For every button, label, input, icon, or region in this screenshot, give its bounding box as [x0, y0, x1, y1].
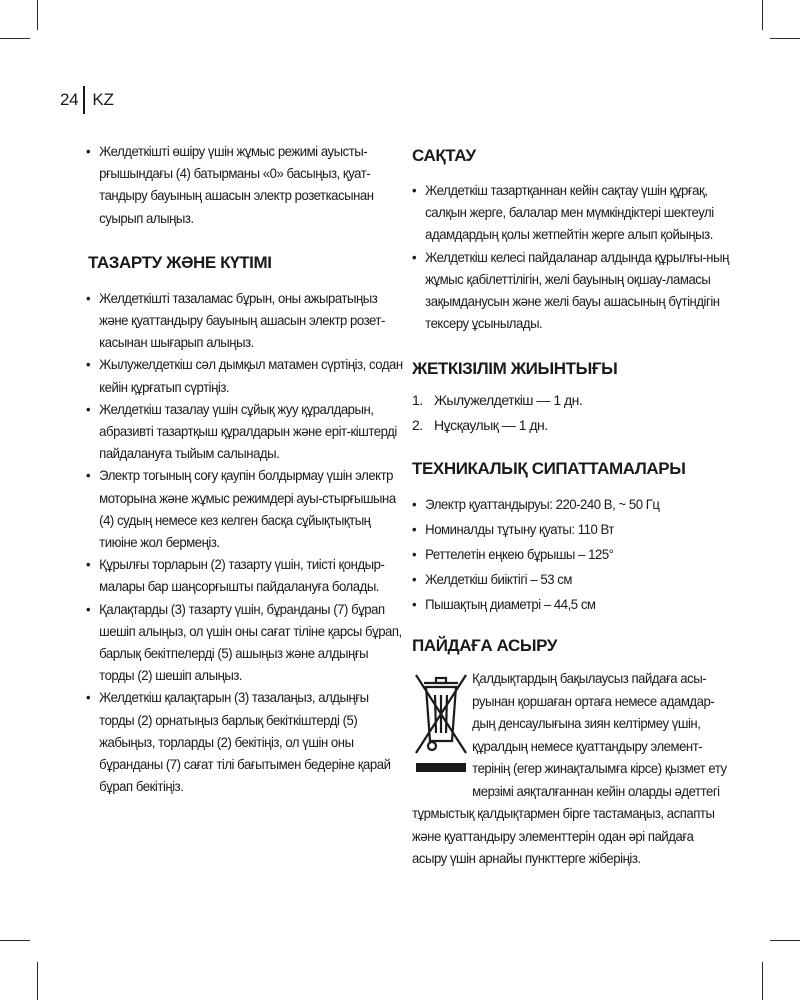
crop-mark — [0, 38, 30, 39]
section-title-package: ЖЕТКІЗІЛІМ ЖИЫНТЫҒЫ — [412, 359, 618, 379]
list-item: • Желдеткіш тазалау үшін сұйық жуу құралдарын, абразивті тазартқыш құралдарын және еріт-кіштерді пайдалануға тыйым салынады. — [86, 398, 403, 465]
section-title-disposal: ПАЙДАҒА АСЫРУ — [412, 636, 558, 656]
language-code: KZ — [92, 90, 115, 109]
right-column — [412, 140, 728, 870]
cleaning-list — [86, 287, 403, 798]
list-item: • Номиналды тұтыну қуаты: 110 Вт — [412, 517, 740, 542]
item-text: Нұсқаулық — 1 дн. — [434, 417, 548, 434]
left-column — [86, 140, 403, 797]
list-item: • Құрылғы торларын (2) тазарту үшін, тиісті қондыр-малары бар шаңсорғышты пайдалануға болады. — [86, 553, 403, 597]
intro-list — [86, 140, 391, 229]
package-list — [412, 388, 728, 438]
list-item: • Желдеткіш тазартқаннан кейін сақтау үшін құрғақ, салқын жерге, балалар мен мүмкіндіктері шектеулі адамдардың қолы жетпейтін жерге алып қойыңыз. — [412, 179, 740, 246]
list-item: • Жылужелдеткіш сәл дымқыл матамен сүртіңіз, содан кейін құрғатып сүртіңіз. — [86, 353, 403, 397]
item-text: Жылужелдеткіш — 1 дн. — [434, 392, 583, 409]
list-item: • Пышақтың диаметрі – 44,5 см — [412, 592, 740, 617]
icon-spacer — [412, 667, 472, 785]
page-header — [60, 86, 114, 114]
item-number: 2. — [412, 417, 423, 434]
storage-list — [412, 179, 728, 334]
section-title-cleaning: ТАЗАРТУ ЖӘНЕ КҮТІМІ — [88, 252, 272, 272]
list-item: • Желдеткішті өшіру үшін жұмыс режимі ауысты-рғышындағы (4) батырманы «0» басыңыз, қуат-тандыру бауының ашасын электр розеткасынан суырып алыңыз. — [86, 140, 403, 229]
list-item: • Электр тогының соғу қаупін болдырмау үшін электр моторына және жұмыс режимдері ауы-стырғышына (4) судың немесе кез келген басқа сұйықтықтың тиюіне жол бермеңіз. — [86, 464, 403, 553]
list-item: • Желдеткіш қалақтарын (3) тазалаңыз, алдыңғы торды (2) орнатыңыз барлық бекіткіштерді (5) жабыңыз, торларды (2) бекітіңіз, ол үшін оны бұранданы (7) сағат тілі бағытымен бедеріне қарай бұрап бекітіңіз. — [86, 686, 403, 797]
list-item: • Желдеткіш келесі пайдаланар алдында құрылғы-ның жұмыс қабілеттілігін, желі бауының оқшау-ламасы зақымданусын және желі бауы ашасының бүтіндігін тексеру ұсынылады. — [412, 246, 740, 335]
crop-mark — [762, 0, 763, 30]
page-number: 24 — [60, 90, 79, 109]
disposal-paragraph: Қалдықтардың бақылаусыз пайдаға асы-руынан қоршаған ортаға немесе адамдар-дың денсаулығына зиян келтірмеу үшін, құралдың немесе қуаттандыру элемент-терінің (егер жинақталымға кірсе) қызмет ету мерзімі аяқталғаннан кейін оларды әдеттегі тұрмыстық қалдықтармен бірге тастамаңыз, аспапты және қуаттандыру элементтерін одан әрі пайдаға асыру үшін арнайы пункттерге жіберіңіз. — [412, 670, 727, 867]
crop-mark — [37, 0, 38, 30]
crop-mark — [0, 940, 30, 941]
list-item: • Желдеткіш биіктігі – 53 см — [412, 567, 740, 592]
crop-mark — [762, 962, 763, 1000]
crop-mark — [37, 962, 38, 1000]
crop-mark — [770, 38, 800, 39]
list-item: • Қалақтарды (3) тазарту үшін, бұранданы (7) бұрап шешіп алыңыз, ол үшін оны сағат тіліне қарсы бұрап, барлық бекітпелерді (5) ашыңыз және алдыңғы торды (2) шешіп алыңыз. — [86, 598, 403, 687]
list-item — [412, 388, 728, 413]
crop-mark — [770, 940, 800, 941]
header-divider — [83, 86, 85, 114]
disposal-text — [412, 667, 727, 870]
list-item — [412, 413, 728, 438]
list-item: • Желдеткішті тазаламас бұрын, оны ажыратыңыз және қуаттандыру бауының ашасын электр розет-касынан шығарып алыңыз. — [86, 287, 403, 354]
specs-list — [412, 492, 728, 617]
list-item: • Электр қуаттандыруы: 220-240 В, ~ 50 Гц — [412, 492, 740, 517]
section-title-specs: ТЕХНИКАЛЫҚ СИПАТТАМАЛАРЫ — [412, 459, 686, 479]
section-title-storage: САҚТАУ — [412, 146, 476, 165]
disposal-block — [412, 667, 728, 870]
item-number: 1. — [412, 392, 423, 409]
list-item: • Реттелетін еңкею бұрышы – 125° — [412, 542, 740, 567]
